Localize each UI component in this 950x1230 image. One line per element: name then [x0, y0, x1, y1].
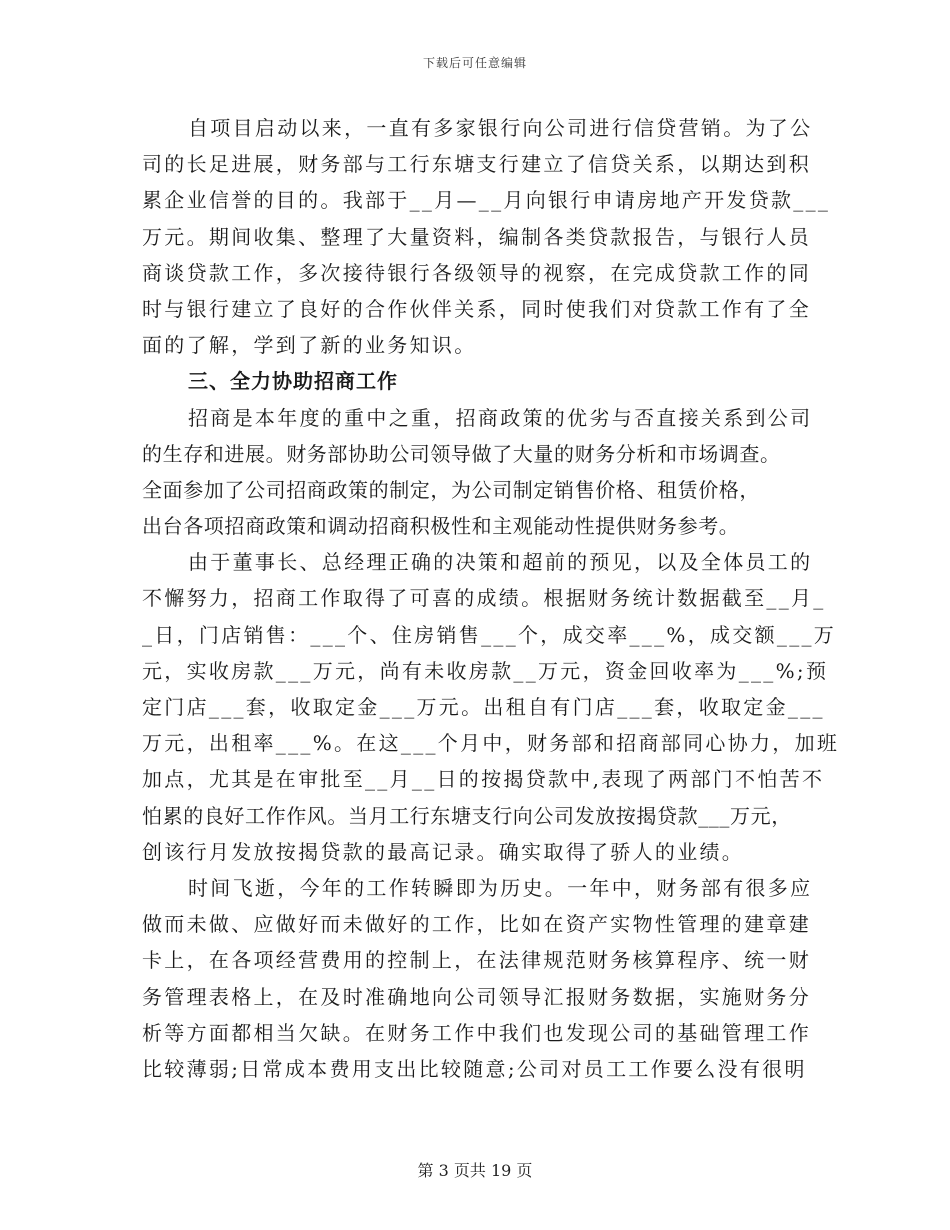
- text-line: 时与银行建立了良好的合作伙伴关系，同时使我们对贷款工作有了全: [142, 296, 811, 321]
- text-line: 不懈努力，招商工作取得了可喜的成绩。根据财务统计数据截至__月_: [142, 586, 826, 611]
- text-line: 面的了解，学到了新的业务知识。: [142, 333, 477, 358]
- section-heading: 三、全力协助招商工作: [188, 369, 398, 394]
- text-line: 创该行月发放按揭贷款的最高记录。确实取得了骄人的业绩。: [142, 839, 745, 864]
- text-line: 怕累的良好工作作风。当月工行东塘支行向公司发放按揭贷款___万元，: [142, 803, 792, 828]
- page-header: 下载后可任意编辑: [422, 56, 527, 70]
- text-line: 元，实收房款___万元，尚有未收房款__万元，资金回收率为___%;预: [142, 658, 829, 683]
- page-number: 第 3 页共 19 页: [417, 1161, 533, 1180]
- text-line: 务管理表格上，在及时准确地向公司领导汇报财务数据，实施财务分: [142, 984, 811, 1009]
- text-line: 万元。期间收集、整理了大量资料，编制各类贷款报告，与银行人员: [142, 224, 811, 249]
- text-line: 自项目启动以来，一直有多家银行向公司进行信贷营销。为了公: [188, 116, 813, 140]
- document-body: [142, 110, 840, 1087]
- text-line: 的生存和进展。财务部协助公司领导做了大量的财务分析和市场调查。: [142, 441, 781, 466]
- text-line: 全面参加了公司招商政策的制定，为公司制定销售价格、租赁价格，: [142, 477, 760, 502]
- text-line: 析等方面都相当欠缺。在财务工作中我们也发现公司的基础管理工作: [142, 1020, 811, 1045]
- text-line: 司的长足进展，财务部与工行东塘支行建立了信贷关系，以期达到积: [142, 152, 811, 177]
- text-line: 卡上，在各项经营费用的控制上，在法律规范财务核算程序、统一财: [142, 948, 811, 973]
- text-line: 累企业信誉的目的。我部于__月—__月向银行申请房地产开发贷款___: [142, 188, 831, 213]
- text-line: 做而未做、应做好而未做好的工作，比如在资产实物性管理的建章建: [142, 912, 811, 937]
- text-line: 出台各项招商政策和调动招商积极性和主观能动性提供财务参考。: [142, 514, 740, 539]
- text-line: 商谈贷款工作，多次接待银行各级领导的视察，在完成贷款工作的同: [142, 260, 811, 285]
- text-line: 加点，尤其是在审批至__月__日的按揭贷款中,表现了两部门不怕苦不: [142, 767, 825, 792]
- text-line: 时间飞逝，今年的工作转瞬即为历史。一年中，财务部有很多应: [188, 875, 813, 900]
- text-line: 定门店___套，收取定金___万元。出租自有门店___套，收取定金___: [142, 695, 825, 719]
- text-line: 比较薄弱;日常成本费用支出比较随意;公司对员工工作要么没有很明: [142, 1056, 807, 1081]
- text-line: 招商是本年度的重中之重，招商政策的优劣与否直接关系到公司: [188, 405, 813, 430]
- text-line: 万元，出租率___%。在这___个月中，财务部和招商部同心协力，加班: [142, 731, 840, 756]
- text-line: 由于董事长、总经理正确的决策和超前的预见，以及全体员工的: [188, 550, 813, 575]
- text-line: _日，门店销售：___个、住房销售___个，成交率___%，成交额___万: [142, 622, 837, 647]
